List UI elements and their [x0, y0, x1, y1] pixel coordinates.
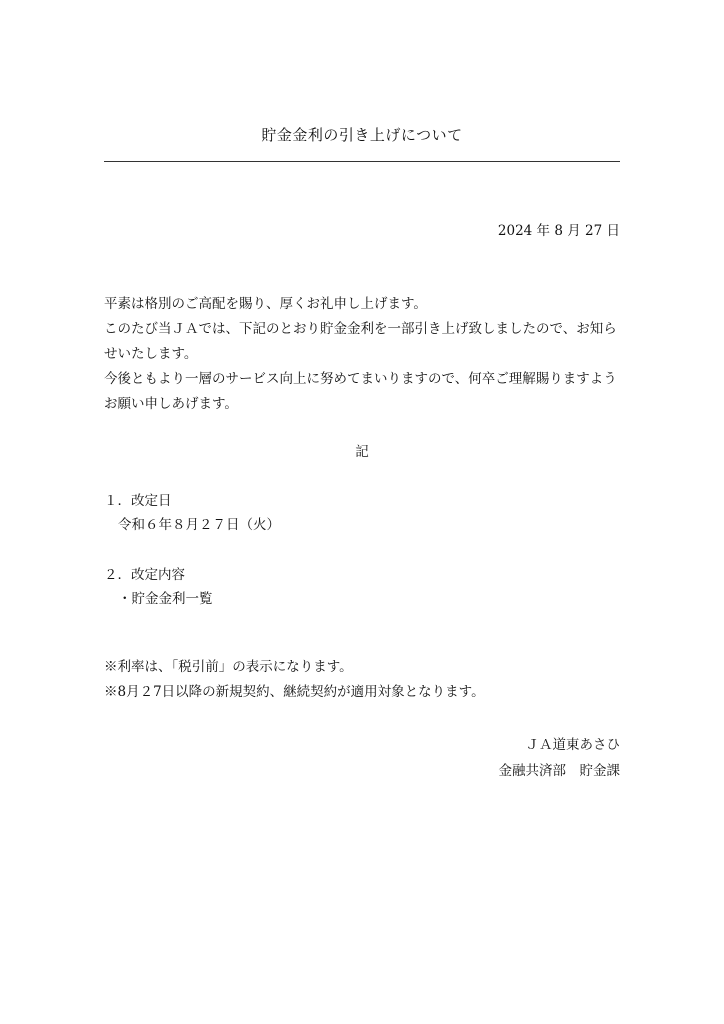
body-paragraph: 平素は格別のご高配を賜り、厚くお礼申し上げます。 [104, 296, 427, 312]
body-paragraph: このたび当ＪＡでは、下記のとおり貯金金利を一部引き上げ致しましたので、お知らせいたします。 [104, 321, 617, 362]
sender-block [499, 732, 621, 784]
item-heading-revision-date: １．改定日 [104, 493, 172, 509]
note-item: ※8月２7日以降の新規契約、継続契約が適用対象となります。 [104, 684, 485, 700]
sender-department: 金融共済部 貯金課 [498, 763, 620, 779]
title-underline [104, 161, 620, 162]
document-date: 2024 年 8 月 27 日 [497, 223, 620, 239]
item-detail-revision-date: 令和６年８月２７日（火） [118, 517, 280, 533]
note-item: ※利率は、「税引前」の表示になります。 [104, 659, 353, 675]
item-heading-revision-content: ２．改定内容 [104, 567, 185, 583]
notes [104, 655, 485, 705]
body-text [104, 292, 622, 417]
sender-organization: ＪＡ道東あさひ [525, 737, 620, 753]
ki-heading: 記 [355, 444, 369, 460]
body-paragraph: 今後ともより一層のサービス向上に努めてまいりますので、何卒ご理解賜りますようお願い申しあげます。 [104, 371, 617, 412]
document-title: 貯金金利の引き上げについて [261, 126, 463, 144]
item-detail-revision-content: ・貯金金利一覧 [118, 591, 213, 607]
